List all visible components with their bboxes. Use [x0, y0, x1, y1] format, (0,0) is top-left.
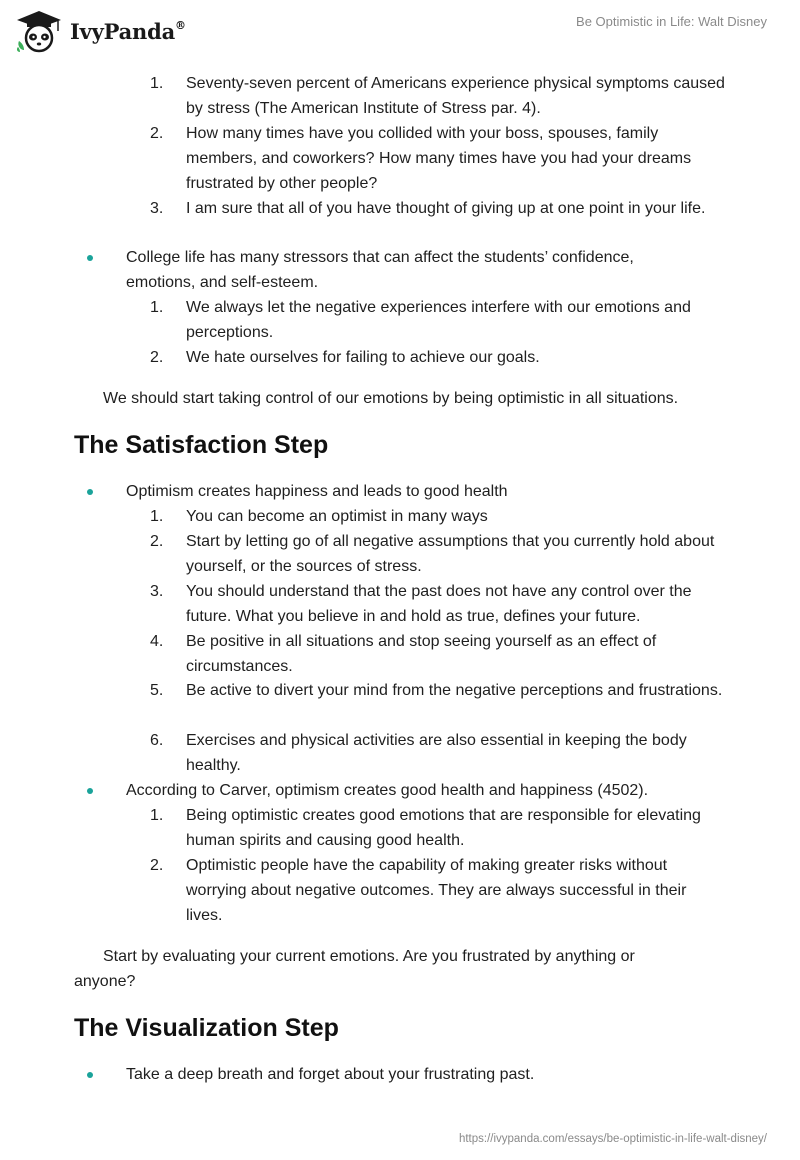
panda-graduate-icon [14, 9, 64, 53]
bullet-dot [87, 479, 97, 504]
list-number: 1. [150, 807, 164, 824]
list-item-text: I am sure that all of you have thought of giving up at one point in your life. [186, 200, 706, 217]
list-number: 1. [150, 508, 164, 525]
section-heading: The Satisfaction Step [74, 431, 329, 459]
list-item-text: Start by letting go of all negative assumptions that you currently hold about yourself, or the sources of stress. [186, 533, 715, 575]
document-title: Be Optimistic in Life: Walt Disney [576, 14, 767, 29]
bullet-dot [87, 245, 97, 270]
bullet-text: College life has many stressors that can affect the students’ confidence, emotions, and self-esteem. [126, 249, 634, 291]
list-number: 1. [150, 75, 164, 92]
bullet-dot [87, 1062, 97, 1087]
list-item-text: Seventy-seven percent of Americans experience physical symptoms caused by stress (The American Institute of Stress par. 4). [186, 75, 725, 117]
list-number: 2. [150, 533, 164, 550]
list-number: 1. [150, 299, 164, 316]
bullet-text: Take a deep breath and forget about your frustrating past. [126, 1066, 535, 1083]
list-item-text: Optimistic people have the capability of making greater risks without worrying about negative outcomes. They are always successful in their lives. [186, 857, 687, 924]
list-number: 4. [150, 633, 164, 650]
list-number: 2. [150, 349, 164, 366]
list-number: 6. [150, 732, 164, 749]
list-item-text: How many times have you collided with your boss, spouses, family members, and coworkers? How many times have you had your dreams frustrated by other people? [186, 125, 692, 192]
list-number: 3. [150, 200, 164, 217]
page-header [0, 0, 800, 60]
list-item-text: Be active to divert your mind from the negative perceptions and frustrations. [186, 682, 723, 699]
list-number: 3. [150, 583, 164, 600]
list-item-text: Be positive in all situations and stop seeing yourself as an effect of circumstances. [186, 633, 657, 675]
paragraph: Start by evaluating your current emotions. Are you frustrated by anything or anyone? [74, 948, 635, 990]
list-item-text: Being optimistic creates good emotions that are responsible for elevating human spirits and causing good health. [186, 807, 701, 849]
bullet-text: According to Carver, optimism creates good health and happiness (4502). [126, 782, 649, 799]
list-item-text: We always let the negative experiences interfere with our emotions and perceptions. [186, 299, 691, 341]
list-number: 2. [150, 125, 164, 142]
section-heading: The Visualization Step [74, 1014, 339, 1042]
logo-wordmark: IvyPanda® [70, 18, 186, 44]
source-url-link[interactable]: https://ivypanda.com/essays/be-optimistic-in-life-walt-disney/ [458, 1133, 767, 1145]
list-item-text: You should understand that the past does not have any control over the future. What you believe in and hold as true, defines your future. [186, 583, 692, 625]
list-item-text: Exercises and physical activities are also essential in keeping the body healthy. [186, 732, 687, 774]
list-item-text: We hate ourselves for failing to achieve our goals. [186, 349, 540, 366]
list-number: 5. [150, 682, 164, 699]
list-number: 2. [150, 857, 164, 874]
paragraph: We should start taking control of our emotions by being optimistic in all situations. [103, 390, 679, 407]
list-item-text: You can become an optimist in many ways [186, 508, 488, 525]
bullet-dot [87, 778, 97, 803]
ivypanda-logo[interactable] [14, 8, 186, 54]
bullet-text: Optimism creates happiness and leads to good health [126, 483, 508, 500]
